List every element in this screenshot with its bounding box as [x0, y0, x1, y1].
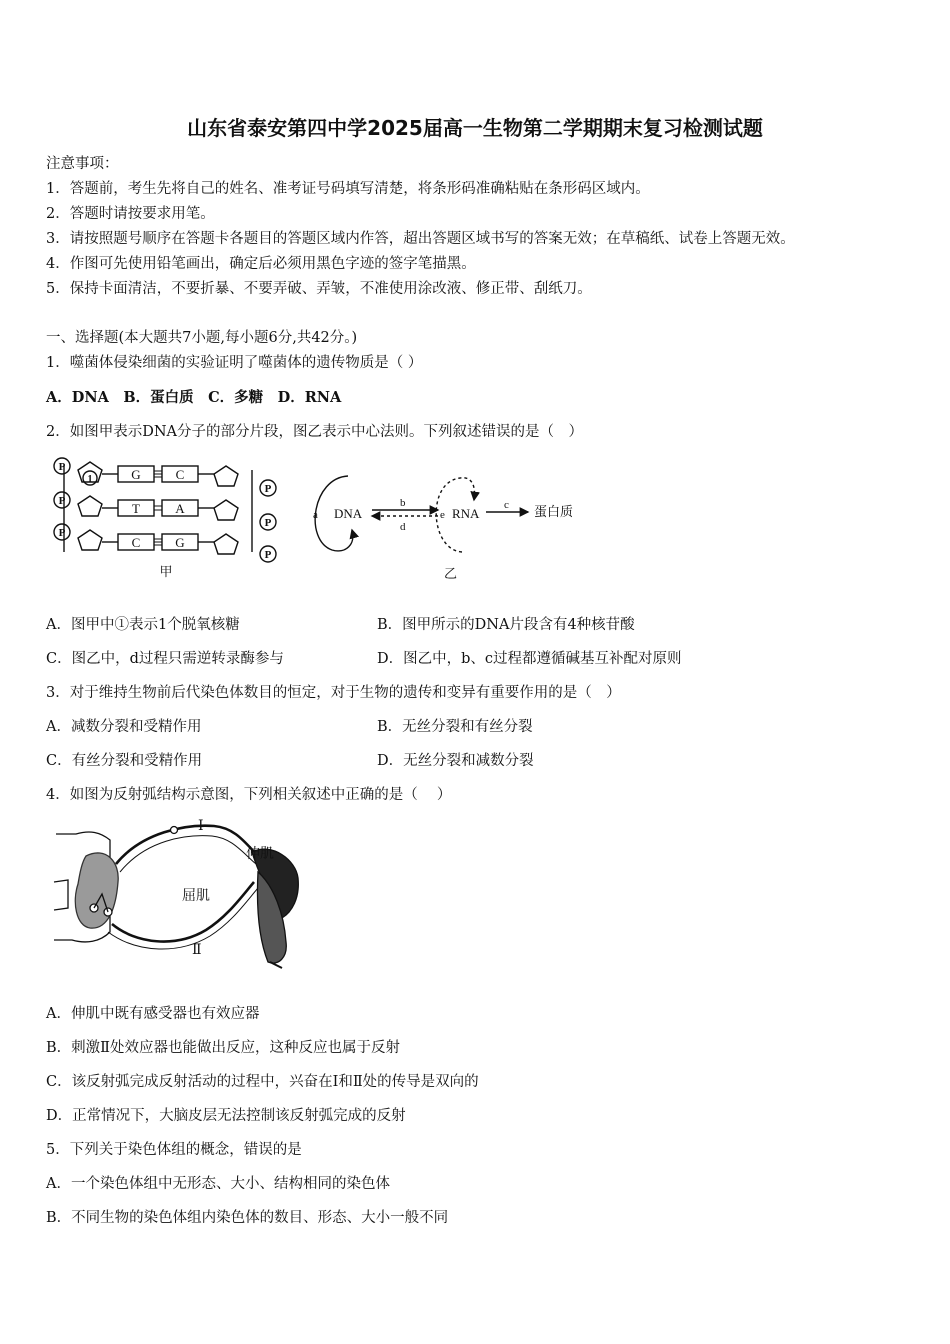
question-5-option-b: B．不同生物的染色体组内染色体的数目、形态、大小一般不同 — [46, 1210, 449, 1226]
deoxyribose-left-3 — [78, 530, 102, 550]
deoxyribose-right-1 — [214, 466, 238, 486]
question-4-option-b: B．刺激Ⅱ处效应器也能做出反应，这种反应也属于反射 — [46, 1040, 401, 1056]
base-label: G — [175, 535, 185, 550]
question-stem: 噬菌体侵染细菌的实验证明了噬菌体的遗传物质是（ ） — [69, 355, 423, 371]
phosphate-label: P — [58, 461, 66, 473]
deoxyribose-left-2 — [78, 496, 102, 516]
process-label-b: b — [400, 497, 406, 509]
question-4-option-d: D．正常情况下，大脑皮层无法控制该反射弧完成的反射 — [46, 1108, 406, 1124]
figure-caption-jia: 甲 — [159, 564, 173, 579]
question-3-option-d: D．无丝分裂和减数分裂 — [377, 753, 534, 769]
question-stem: 如图为反射弧结构示意图，下列相关叙述中正确的是（ ） — [69, 787, 452, 803]
notice-item-3: 3．请按照题号顺序在答题卡各题目的答题区域内作答，超出答题区域书写的答案无效；在草稿纸、试卷上答题无效。 — [46, 231, 795, 247]
question-3-option-c: C．有丝分裂和受精作用 — [46, 753, 203, 769]
base-label: A — [175, 501, 185, 516]
figure-caption-yi: 乙 — [444, 566, 458, 581]
notice-item-5: 5．保持卡面清洁，不要折暴、不要弄破、弄皱，不准使用涂改液、修正带、刮纸刀。 — [46, 281, 592, 297]
question-3-option-b: B．无丝分裂和有丝分裂 — [377, 719, 533, 735]
base-label: C — [175, 467, 185, 482]
dna-label: DNA — [334, 506, 363, 521]
phosphate-label: P — [264, 549, 272, 561]
protein-label: 蛋白质 — [534, 504, 574, 519]
phosphate-label: P — [58, 495, 66, 507]
question-number: 4． — [46, 787, 70, 803]
question-number: 2． — [46, 424, 70, 440]
question-stem: 对于维持生物前后代染色体数目的恒定，对于生物的遗传和变异有重要作用的是（ ） — [69, 685, 621, 701]
label-extensor: 伸肌 — [246, 847, 274, 862]
rna-label: RNA — [452, 506, 480, 521]
afferent-nerve — [116, 826, 260, 864]
notice-item-1: 1．答题前，考生先将自己的姓名、准考证号码填写清楚，将条形码准确粘贴在条形码区域内。 — [46, 181, 650, 197]
base-label: C — [131, 535, 141, 550]
exam-title: 山东省泰安第四中学2025届高一生物第二学期期末复习检测试题 — [187, 116, 763, 140]
marker-1-label: 1 — [87, 474, 93, 485]
deoxyribose-right-3 — [214, 534, 238, 554]
notice-item-2: 2．答题时请按要求用笔。 — [46, 206, 215, 222]
notice-item-4: 4．作图可先使用铅笔画出，确定后必须用黑色字迹的签字笔描黑。 — [46, 256, 476, 272]
base-label: G — [131, 467, 141, 482]
question-5-option-a: A．一个染色体组中无形态、大小、结构相同的染色体 — [46, 1176, 390, 1192]
question-2-option-c: C．图乙中，d过程只需逆转录酶参与 — [46, 651, 284, 667]
phosphate-label: P — [58, 527, 66, 539]
question-4 — [46, 783, 451, 804]
question-3-option-a: A．减数分裂和受精作用 — [46, 719, 202, 735]
question-stem: 如图甲表示DNA分子的部分片段，图乙表示中心法则。下列叙述错误的是（ ） — [69, 424, 584, 440]
process-label-c: c — [504, 499, 509, 511]
dna-fragment-figure — [46, 452, 286, 582]
question-1-options: A．DNA B．蛋白质 C．多糖 D．RNA — [46, 389, 342, 406]
process-label-a: a — [313, 509, 318, 521]
gray-matter — [75, 853, 118, 928]
reflex-arc-figure — [46, 812, 306, 972]
question-5 — [46, 1138, 302, 1159]
phosphate-label: P — [264, 517, 272, 529]
question-2-option-b: B．图甲所示的DNA片段含有4种核苷酸 — [377, 617, 635, 633]
label-I: Ⅰ — [198, 819, 204, 834]
question-number: 3． — [46, 685, 70, 701]
section-heading: 一、选择题(本大题共7小题,每小题6分,共42分。) — [46, 330, 358, 346]
label-II: Ⅱ — [192, 943, 202, 958]
question-2-option-d: D．图乙中，b、c过程都遵循碱基互补配对原则 — [377, 651, 682, 667]
question-number: 1． — [46, 355, 70, 371]
ganglion — [171, 827, 178, 834]
process-label-e: e — [440, 509, 445, 521]
question-2 — [46, 420, 583, 441]
process-label-d: d — [400, 521, 406, 533]
question-number: 5． — [46, 1142, 70, 1158]
question-2-option-a: A．图甲中①表示1个脱氧核糖 — [46, 617, 240, 633]
question-3 — [46, 681, 621, 702]
central-dogma-figure — [302, 466, 592, 586]
question-stem: 下列关于染色体组的概念，错误的是 — [69, 1142, 302, 1158]
phosphate-label: P — [264, 483, 272, 495]
notice-heading: 注意事项： — [46, 156, 119, 172]
deoxyribose-right-2 — [214, 500, 238, 520]
question-4-option-a: A．伸肌中既有感受器也有效应器 — [46, 1006, 260, 1022]
base-label: T — [132, 501, 140, 516]
label-flexor: 屈肌 — [182, 889, 210, 904]
question-4-option-c: C．该反射弧完成反射活动的过程中，兴奋在Ⅰ和Ⅱ处的传导是双向的 — [46, 1074, 479, 1090]
question-1 — [46, 351, 422, 372]
